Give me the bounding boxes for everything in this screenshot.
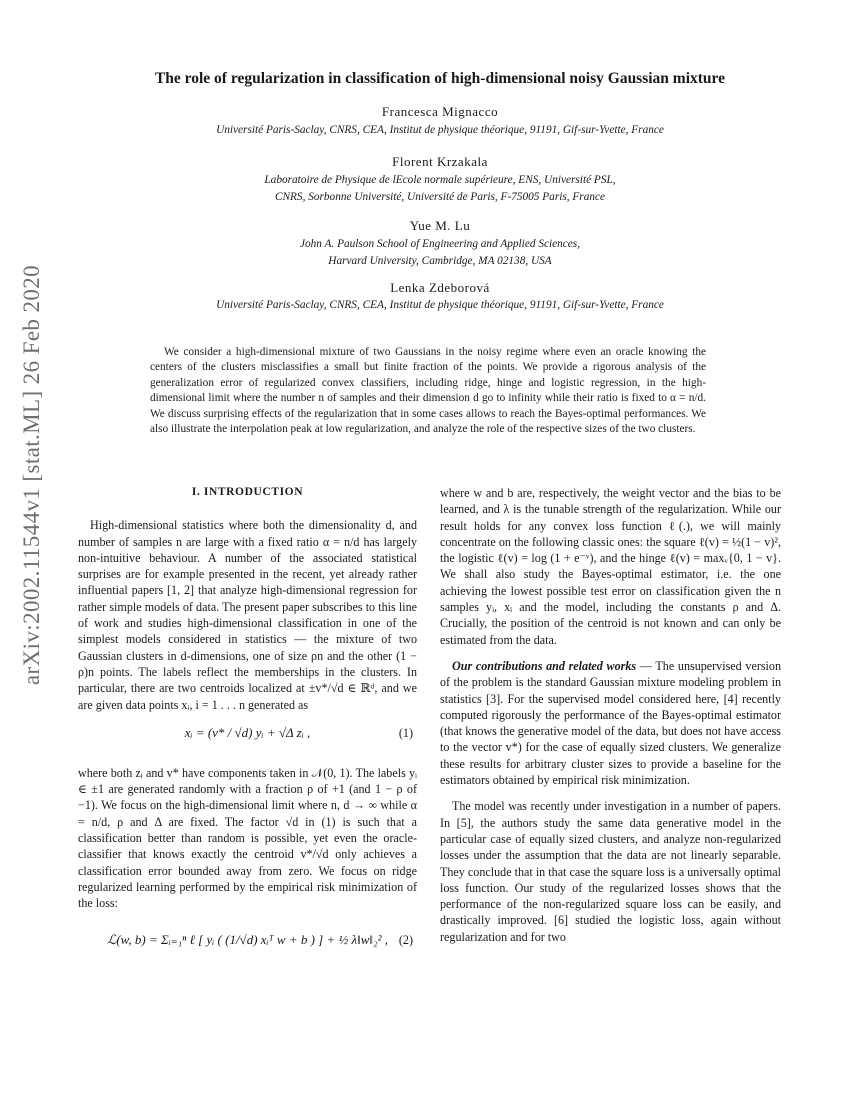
equation-1 (78, 713, 417, 765)
arxiv-side-stamp (12, 264, 52, 686)
intro-paragraph-2: where both zᵢ and v* have components taken in 𝒩(0, 1). The labels yᵢ ∈ ±1 are generated randomly with a fraction ρ of +1 (and 1 − ρ of −1). We focus on the high-dimensional limit where n, d → ∞ while α = n/d, ρ and Δ are fixed. The factor √d in (1) is such that a classification better than random is possible, yet even the oracle-classifier that knows exactly the centroid v*/√d only achieves a classification error bounded away from zero. We focus on ridge regularized learning performed by the empirical risk minimization of the loss: (78, 765, 417, 911)
affiliation-line: John A. Paulson School of Engineering and Applied Sciences, (299, 238, 581, 250)
equation-2-body: ℒ(w, b) = Σᵢ₌₁ⁿ ℓ [ yᵢ ( (1/√d) xᵢᵀ w + b ) ] + ½ λ‖w‖₂² , (106, 931, 388, 947)
related-work-paragraph: The model was recently under investigation in a number of papers. In [5], the authors study the same data generative model in the particular case of equally sized clusters, and analyze non-regularized losses under the assumption that the data are not linearly separable. They conclude that in that case the square loss is a universally optimal loss function. Our study of the regularized losses shows that the performance of the non-regularized square loss can be easily, and drastically improved. [6] studied the logistic loss, again without regularization and for two (440, 799, 781, 944)
contributions-heading: Our contributions and related works (452, 658, 637, 673)
author-name-3: Yue M. Lu (409, 218, 471, 233)
author-affiliation-3 (90, 236, 790, 269)
author-name-2: Florent Krzakala (392, 154, 488, 169)
author-affiliation-2 (90, 172, 790, 205)
affiliation-line: Université Paris-Saclay, CNRS, CEA, Institut de physique théorique, 91191, Gif-sur-Yvette, France (216, 299, 664, 311)
author-affiliation-4 (90, 297, 790, 314)
contributions-text: The unsupervised version of the problem is the standard Gaussian mixture modeling problem in statistics [3]. For the supervised model considered here, [4] recently computed rigorously the performance of the Bayes-optimal estimator (that knows the generative model of the data, but does not have access to the vector v*) for the case of equally sized clusters. We generalize these results for arbitrary cluster sizes to provide a baseline for the estimators obtained by empirical risk minimization. (440, 658, 782, 788)
paper-title: The role of regularization in classification of high-dimensional noisy Gaussian mixture (154, 70, 726, 87)
equation-1-body: xᵢ = (v* / √d) yᵢ + √Δ zᵢ , (184, 724, 311, 740)
intro-paragraph-3: where w and b are, respectively, the weight vector and the bias to be learned, and λ is the tunable strength of the regularization. While our result holds for any convex loss function ℓ(.), we will mainly concentrate on the following classic ones: the square ℓ(v) = ½(1 − v)², the logistic ℓ(v) = log (1 + e⁻ᵛ), and the hinge ℓ(v) = maxᵥ{0, 1 − v}. We shall also study the Bayes-optimal estimator, i.e. the one achieving the lowest possible test error on classification given the n samples yᵢ, xᵢ and the model, including the constants ρ and Δ. Crucially, the position of the centroid is not known and can only be estimated from the data. (440, 486, 781, 647)
affiliation-line: Université Paris-Saclay, CNRS, CEA, Institut de physique théorique, 91191, Gif-sur-Yvette, France (216, 124, 664, 136)
affiliation-line: Harvard University, Cambridge, MA 02138, USA (328, 254, 552, 267)
author-name-1: Francesca Mignacco (381, 104, 499, 119)
abstract: We consider a high-dimensional mixture of two Gaussians in the noisy regime where even an oracle knowing the centers of the clusters misclassifies a small but finite fraction of the points. We provide a rigorous analysis of the generalization error of regularized convex classifiers, including ridge, hinge and logistic regression, in the high-dimensional limit where the number n of samples and their dimension d go to infinity while their ratio is fixed to α = n/d. We discuss surprising effects of the regularization that in some cases allows to reach the Bayes-optimal performances. We also illustrate the interpolation peak at low regularization, and analyze the role of the respective sizes of the two clusters. (150, 346, 706, 436)
arxiv-identifier: arXiv:2002.11544v1 [stat.ML] 26 Feb 2020 (19, 264, 44, 686)
affiliation-line: Laboratoire de Physique de lEcole normale supérieure, ENS, Université PSL, (264, 174, 616, 186)
author-affiliation-1 (90, 122, 790, 139)
section-heading: I. INTRODUCTION (191, 486, 304, 498)
intro-paragraph-1: High-dimensional statistics where both the dimensionality d, and number of samples n are large with a fixed ratio α = n/d has largely non-intuitive behaviour. A number of the associated statistical surprises are for example presented in the recent, yet already rather influential papers [1, 2] that analyze high-dimensional regression for rather simple models of data. The present paper subscribes to this line of work and studies high-dimensional classification in one of the simplest models considered in statistics — the mixture of two Gaussian clusters in d-dimensions, one of size ρn and the other (1 − ρ)n points. The labels reflect the memberships in the clusters. In particular, there are two centroids localized at ±v*/√d ∈ ℝᵈ, and we are given data points xᵢ, i = 1 . . . n generated as (78, 518, 417, 712)
equation-1-number: (1) (398, 725, 413, 740)
right-column (440, 485, 781, 945)
affiliation-line: CNRS, Sorbonne Université, Université de Paris, F-75005 Paris, France (274, 190, 606, 203)
contributions-paragraph (440, 658, 781, 788)
left-column (78, 480, 417, 976)
equation-2 (78, 912, 417, 976)
author-name-4: Lenka Zdeborová (390, 280, 490, 295)
equation-2-number: (2) (398, 932, 413, 947)
contributions-dash: — (636, 658, 652, 673)
